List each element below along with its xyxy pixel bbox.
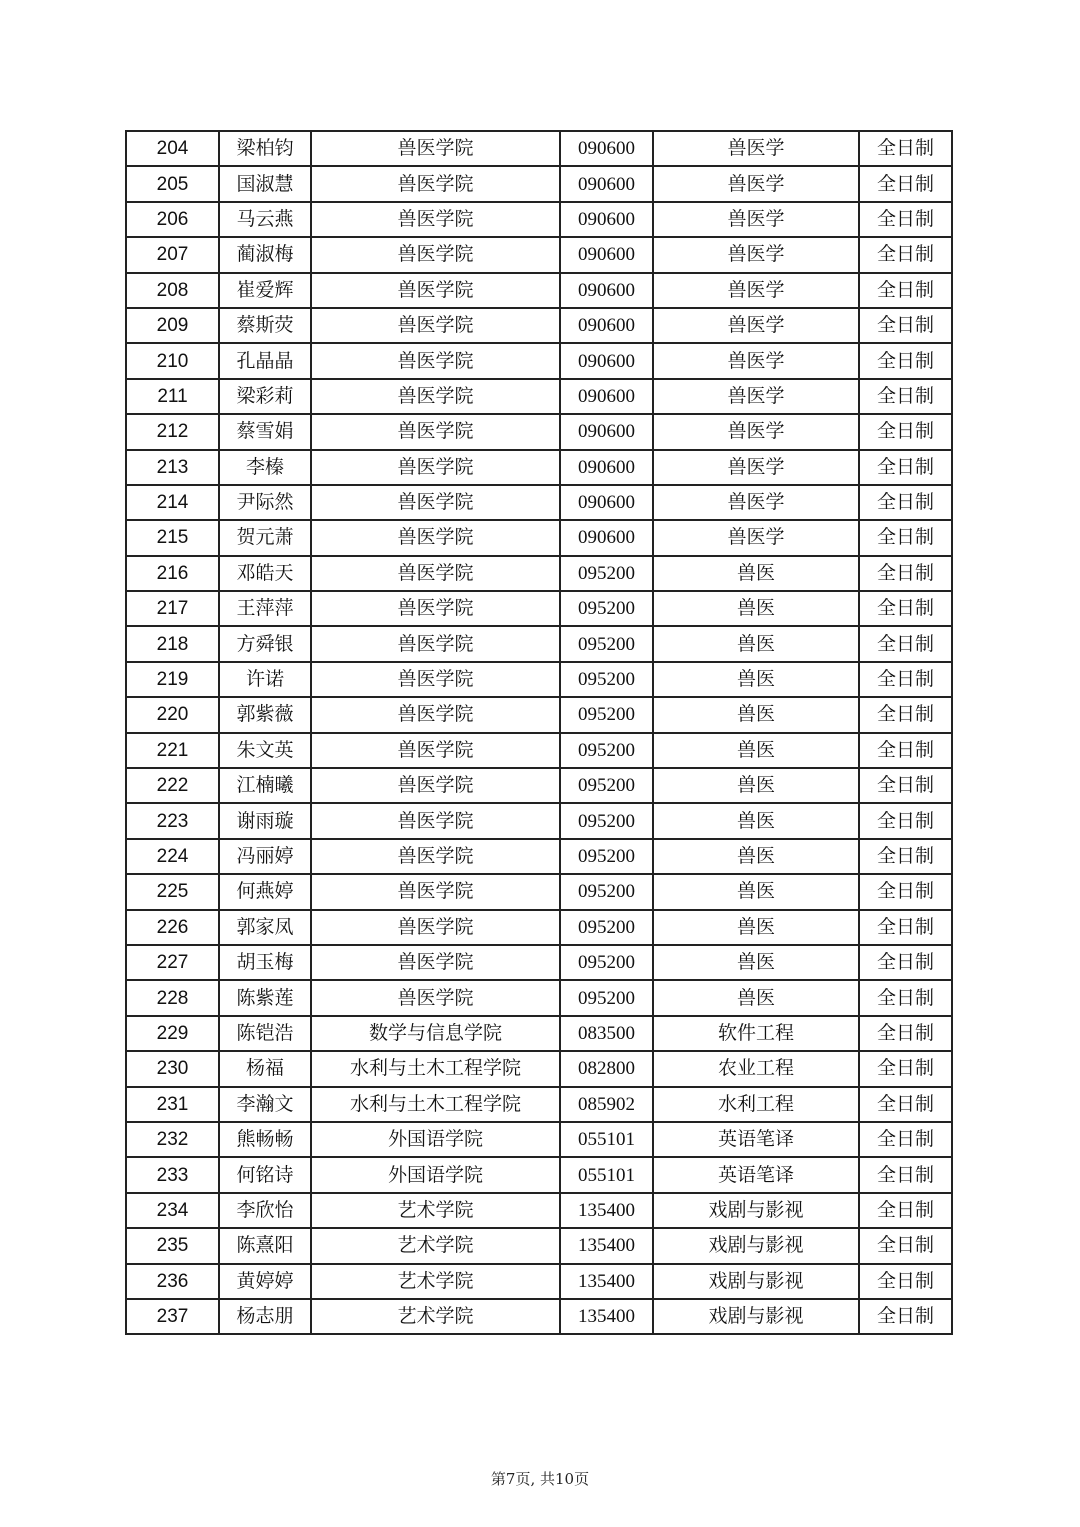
admission-list-table-container <box>125 130 951 1335</box>
cell-major-name: 水利工程 <box>653 1087 859 1122</box>
cell-study-mode: 全日制 <box>859 1016 952 1051</box>
cell-college: 兽医学院 <box>311 450 560 485</box>
cell-serial-number: 227 <box>126 945 219 980</box>
cell-college: 兽医学院 <box>311 980 560 1015</box>
cell-major-name: 兽医学 <box>653 343 859 378</box>
cell-major-name: 软件工程 <box>653 1016 859 1051</box>
cell-college: 兽医学院 <box>311 662 560 697</box>
cell-student-name: 王萍萍 <box>219 591 311 626</box>
cell-college: 兽医学院 <box>311 273 560 308</box>
cell-college: 兽医学院 <box>311 308 560 343</box>
cell-serial-number: 223 <box>126 803 219 838</box>
cell-major-name: 兽医学 <box>653 379 859 414</box>
table-row <box>126 485 952 520</box>
table-row <box>126 166 952 201</box>
cell-major-code: 095200 <box>560 733 653 768</box>
cell-study-mode: 全日制 <box>859 1087 952 1122</box>
cell-major-code: 095200 <box>560 662 653 697</box>
cell-student-name: 蔡斯荧 <box>219 308 311 343</box>
cell-major-code: 095200 <box>560 556 653 591</box>
cell-student-name: 梁彩莉 <box>219 379 311 414</box>
cell-major-name: 兽医 <box>653 980 859 1015</box>
cell-college: 兽医学院 <box>311 343 560 378</box>
cell-college: 兽医学院 <box>311 803 560 838</box>
cell-college: 兽医学院 <box>311 874 560 909</box>
cell-student-name: 陈紫莲 <box>219 980 311 1015</box>
cell-major-code: 090600 <box>560 414 653 449</box>
table-row <box>126 874 952 909</box>
cell-serial-number: 228 <box>126 980 219 1015</box>
cell-student-name: 孔晶晶 <box>219 343 311 378</box>
cell-student-name: 李欣怡 <box>219 1193 311 1228</box>
cell-study-mode: 全日制 <box>859 308 952 343</box>
cell-student-name: 国淑慧 <box>219 166 311 201</box>
cell-major-code: 095200 <box>560 697 653 732</box>
cell-major-code: 095200 <box>560 768 653 803</box>
cell-student-name: 郭紫薇 <box>219 697 311 732</box>
cell-major-name: 英语笔译 <box>653 1122 859 1157</box>
cell-major-name: 戏剧与影视 <box>653 1264 859 1299</box>
table-row <box>126 768 952 803</box>
cell-serial-number: 215 <box>126 520 219 555</box>
cell-student-name: 李榛 <box>219 450 311 485</box>
cell-college: 兽医学院 <box>311 626 560 661</box>
cell-student-name: 陈铠浩 <box>219 1016 311 1051</box>
table-row <box>126 379 952 414</box>
cell-major-code: 090600 <box>560 485 653 520</box>
cell-serial-number: 217 <box>126 591 219 626</box>
cell-serial-number: 214 <box>126 485 219 520</box>
cell-study-mode: 全日制 <box>859 414 952 449</box>
cell-student-name: 谢雨璇 <box>219 803 311 838</box>
cell-major-name: 兽医学 <box>653 450 859 485</box>
cell-major-name: 兽医 <box>653 874 859 909</box>
table-row <box>126 803 952 838</box>
cell-college: 数学与信息学院 <box>311 1016 560 1051</box>
cell-major-code: 095200 <box>560 803 653 838</box>
cell-major-code: 055101 <box>560 1122 653 1157</box>
cell-student-name: 冯丽婷 <box>219 839 311 874</box>
cell-serial-number: 208 <box>126 273 219 308</box>
cell-serial-number: 235 <box>126 1228 219 1263</box>
cell-college: 兽医学院 <box>311 556 560 591</box>
cell-major-code: 090600 <box>560 237 653 272</box>
cell-major-name: 兽医 <box>653 803 859 838</box>
cell-major-code: 090600 <box>560 166 653 201</box>
cell-student-name: 朱文英 <box>219 733 311 768</box>
cell-study-mode: 全日制 <box>859 556 952 591</box>
cell-college: 兽医学院 <box>311 237 560 272</box>
cell-study-mode: 全日制 <box>859 450 952 485</box>
cell-study-mode: 全日制 <box>859 1122 952 1157</box>
cell-student-name: 方舜银 <box>219 626 311 661</box>
table-row <box>126 910 952 945</box>
cell-major-code: 095200 <box>560 874 653 909</box>
table-row <box>126 414 952 449</box>
cell-major-code: 083500 <box>560 1016 653 1051</box>
cell-study-mode: 全日制 <box>859 485 952 520</box>
table-row <box>126 520 952 555</box>
cell-serial-number: 232 <box>126 1122 219 1157</box>
cell-student-name: 陈熹阳 <box>219 1228 311 1263</box>
cell-student-name: 邓皓天 <box>219 556 311 591</box>
cell-college: 兽医学院 <box>311 379 560 414</box>
cell-study-mode: 全日制 <box>859 1051 952 1086</box>
table-row <box>126 839 952 874</box>
cell-major-name: 兽医 <box>653 768 859 803</box>
cell-major-code: 095200 <box>560 910 653 945</box>
cell-serial-number: 226 <box>126 910 219 945</box>
cell-college: 兽医学院 <box>311 910 560 945</box>
cell-college: 外国语学院 <box>311 1157 560 1192</box>
cell-student-name: 梁柏钧 <box>219 131 311 166</box>
cell-college: 兽医学院 <box>311 591 560 626</box>
cell-major-code: 135400 <box>560 1264 653 1299</box>
admission-list-table <box>125 130 953 1335</box>
cell-major-code: 085902 <box>560 1087 653 1122</box>
cell-major-code: 095200 <box>560 626 653 661</box>
cell-college: 兽医学院 <box>311 202 560 237</box>
cell-student-name: 许诺 <box>219 662 311 697</box>
table-row <box>126 202 952 237</box>
cell-college: 艺术学院 <box>311 1264 560 1299</box>
cell-major-name: 兽医学 <box>653 131 859 166</box>
cell-student-name: 何燕婷 <box>219 874 311 909</box>
cell-major-name: 兽医 <box>653 839 859 874</box>
page-footer: 第7页, 共10页 <box>490 1470 590 1488</box>
cell-major-code: 090600 <box>560 131 653 166</box>
cell-study-mode: 全日制 <box>859 768 952 803</box>
table-row <box>126 1016 952 1051</box>
cell-major-name: 兽医 <box>653 945 859 980</box>
cell-student-name: 何铭诗 <box>219 1157 311 1192</box>
cell-college: 水利与土木工程学院 <box>311 1087 560 1122</box>
cell-serial-number: 221 <box>126 733 219 768</box>
table-row <box>126 697 952 732</box>
cell-study-mode: 全日制 <box>859 202 952 237</box>
cell-study-mode: 全日制 <box>859 910 952 945</box>
cell-serial-number: 206 <box>126 202 219 237</box>
table-row <box>126 945 952 980</box>
cell-study-mode: 全日制 <box>859 237 952 272</box>
cell-study-mode: 全日制 <box>859 591 952 626</box>
cell-study-mode: 全日制 <box>859 520 952 555</box>
cell-major-code: 090600 <box>560 450 653 485</box>
table-row <box>126 733 952 768</box>
cell-major-name: 兽医 <box>653 556 859 591</box>
cell-student-name: 郭家凤 <box>219 910 311 945</box>
cell-college: 兽医学院 <box>311 414 560 449</box>
cell-student-name: 贺元萧 <box>219 520 311 555</box>
cell-study-mode: 全日制 <box>859 626 952 661</box>
table-row <box>126 1299 952 1334</box>
cell-college: 兽医学院 <box>311 768 560 803</box>
cell-serial-number: 220 <box>126 697 219 732</box>
cell-serial-number: 236 <box>126 1264 219 1299</box>
cell-major-code: 090600 <box>560 202 653 237</box>
cell-serial-number: 218 <box>126 626 219 661</box>
cell-major-code: 082800 <box>560 1051 653 1086</box>
cell-study-mode: 全日制 <box>859 697 952 732</box>
cell-study-mode: 全日制 <box>859 874 952 909</box>
cell-student-name: 熊畅畅 <box>219 1122 311 1157</box>
cell-serial-number: 234 <box>126 1193 219 1228</box>
cell-study-mode: 全日制 <box>859 343 952 378</box>
cell-serial-number: 229 <box>126 1016 219 1051</box>
cell-student-name: 杨志朋 <box>219 1299 311 1334</box>
cell-major-name: 戏剧与影视 <box>653 1299 859 1334</box>
cell-college: 兽医学院 <box>311 166 560 201</box>
cell-major-name: 兽医学 <box>653 520 859 555</box>
cell-major-name: 兽医学 <box>653 237 859 272</box>
cell-serial-number: 210 <box>126 343 219 378</box>
cell-major-code: 090600 <box>560 520 653 555</box>
cell-serial-number: 237 <box>126 1299 219 1334</box>
cell-major-code: 135400 <box>560 1193 653 1228</box>
cell-study-mode: 全日制 <box>859 803 952 838</box>
cell-serial-number: 222 <box>126 768 219 803</box>
cell-student-name: 江楠曦 <box>219 768 311 803</box>
cell-major-name: 兽医学 <box>653 202 859 237</box>
table-row <box>126 308 952 343</box>
cell-serial-number: 225 <box>126 874 219 909</box>
cell-serial-number: 216 <box>126 556 219 591</box>
cell-major-code: 090600 <box>560 379 653 414</box>
cell-major-name: 农业工程 <box>653 1051 859 1086</box>
cell-college: 兽医学院 <box>311 131 560 166</box>
cell-college: 艺术学院 <box>311 1299 560 1334</box>
cell-student-name: 崔爱辉 <box>219 273 311 308</box>
cell-student-name: 李瀚文 <box>219 1087 311 1122</box>
cell-major-name: 兽医 <box>653 733 859 768</box>
cell-college: 外国语学院 <box>311 1122 560 1157</box>
cell-major-code: 135400 <box>560 1299 653 1334</box>
cell-major-code: 090600 <box>560 273 653 308</box>
cell-college: 兽医学院 <box>311 733 560 768</box>
cell-serial-number: 213 <box>126 450 219 485</box>
cell-serial-number: 205 <box>126 166 219 201</box>
cell-major-code: 090600 <box>560 343 653 378</box>
cell-student-name: 蔺淑梅 <box>219 237 311 272</box>
cell-study-mode: 全日制 <box>859 1157 952 1192</box>
cell-serial-number: 224 <box>126 839 219 874</box>
cell-student-name: 马云燕 <box>219 202 311 237</box>
cell-student-name: 蔡雪娟 <box>219 414 311 449</box>
cell-major-name: 兽医学 <box>653 485 859 520</box>
cell-college: 兽医学院 <box>311 485 560 520</box>
cell-major-name: 兽医 <box>653 910 859 945</box>
cell-study-mode: 全日制 <box>859 839 952 874</box>
cell-college: 艺术学院 <box>311 1228 560 1263</box>
cell-major-name: 兽医 <box>653 591 859 626</box>
table-row <box>126 1264 952 1299</box>
table-row <box>126 1087 952 1122</box>
cell-serial-number: 231 <box>126 1087 219 1122</box>
cell-serial-number: 219 <box>126 662 219 697</box>
table-row <box>126 1193 952 1228</box>
cell-college: 艺术学院 <box>311 1193 560 1228</box>
cell-college: 水利与土木工程学院 <box>311 1051 560 1086</box>
cell-study-mode: 全日制 <box>859 662 952 697</box>
cell-major-code: 090600 <box>560 308 653 343</box>
cell-college: 兽医学院 <box>311 697 560 732</box>
cell-study-mode: 全日制 <box>859 1193 952 1228</box>
cell-serial-number: 212 <box>126 414 219 449</box>
table-row <box>126 556 952 591</box>
table-row <box>126 662 952 697</box>
table-row <box>126 343 952 378</box>
cell-major-code: 095200 <box>560 980 653 1015</box>
cell-major-code: 095200 <box>560 591 653 626</box>
cell-study-mode: 全日制 <box>859 131 952 166</box>
cell-student-name: 胡玉梅 <box>219 945 311 980</box>
cell-major-name: 兽医 <box>653 626 859 661</box>
table-row <box>126 450 952 485</box>
cell-student-name: 黄婷婷 <box>219 1264 311 1299</box>
cell-major-name: 兽医学 <box>653 273 859 308</box>
cell-serial-number: 204 <box>126 131 219 166</box>
cell-serial-number: 233 <box>126 1157 219 1192</box>
cell-study-mode: 全日制 <box>859 379 952 414</box>
table-row <box>126 980 952 1015</box>
cell-major-name: 兽医学 <box>653 414 859 449</box>
table-row <box>126 1122 952 1157</box>
cell-major-code: 095200 <box>560 945 653 980</box>
cell-student-name: 尹际然 <box>219 485 311 520</box>
cell-major-name: 兽医 <box>653 662 859 697</box>
table-row <box>126 626 952 661</box>
table-row <box>126 591 952 626</box>
cell-study-mode: 全日制 <box>859 733 952 768</box>
cell-college: 兽医学院 <box>311 945 560 980</box>
cell-study-mode: 全日制 <box>859 1228 952 1263</box>
cell-college: 兽医学院 <box>311 839 560 874</box>
cell-major-name: 兽医学 <box>653 308 859 343</box>
table-row <box>126 1157 952 1192</box>
cell-study-mode: 全日制 <box>859 980 952 1015</box>
table-row <box>126 273 952 308</box>
cell-major-name: 戏剧与影视 <box>653 1228 859 1263</box>
cell-study-mode: 全日制 <box>859 166 952 201</box>
table-row <box>126 131 952 166</box>
cell-study-mode: 全日制 <box>859 1299 952 1334</box>
cell-major-name: 戏剧与影视 <box>653 1193 859 1228</box>
cell-serial-number: 230 <box>126 1051 219 1086</box>
cell-college: 兽医学院 <box>311 520 560 555</box>
cell-study-mode: 全日制 <box>859 273 952 308</box>
table-body <box>126 131 952 1334</box>
table-row <box>126 1051 952 1086</box>
cell-major-code: 095200 <box>560 839 653 874</box>
table-row <box>126 237 952 272</box>
cell-serial-number: 211 <box>126 379 219 414</box>
cell-student-name: 杨福 <box>219 1051 311 1086</box>
cell-major-code: 055101 <box>560 1157 653 1192</box>
cell-study-mode: 全日制 <box>859 1264 952 1299</box>
cell-serial-number: 207 <box>126 237 219 272</box>
cell-major-name: 英语笔译 <box>653 1157 859 1192</box>
cell-serial-number: 209 <box>126 308 219 343</box>
cell-major-name: 兽医 <box>653 697 859 732</box>
cell-study-mode: 全日制 <box>859 945 952 980</box>
cell-major-name: 兽医学 <box>653 166 859 201</box>
table-row <box>126 1228 952 1263</box>
cell-major-code: 135400 <box>560 1228 653 1263</box>
